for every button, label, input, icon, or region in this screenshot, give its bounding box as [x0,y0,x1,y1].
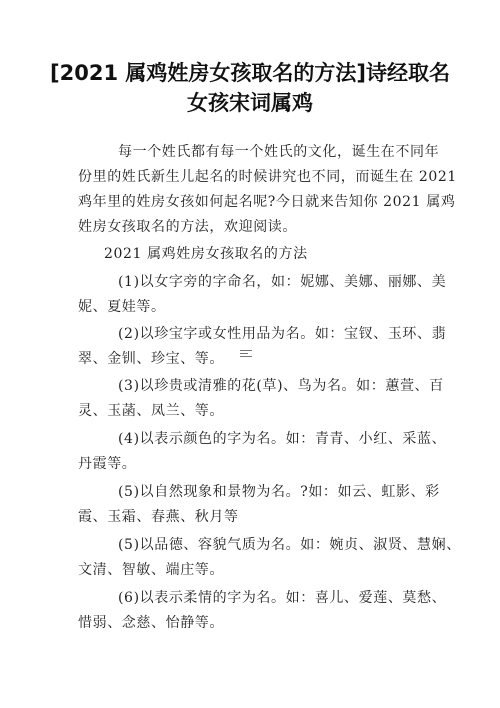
item-2-line-2: 翠、金钏、珍宝、等。 [78,351,224,367]
item-4-line-2: 丹霞等。 [78,456,137,472]
item-1-line-2: 妮、夏娃等。 [78,299,166,315]
item-7-line-2: 惜弱、念慈、怡静等。 [78,615,224,631]
item-7-line-1: (6)以表示柔情的字为名。如：喜儿、爱莲、莫愁、 [118,590,447,606]
section-heading: 2021 属鸡姓房女孩取名的方法 [104,246,308,262]
title-line-1: [2021 属鸡姓房女孩取名的方法]诗经取名 [50,61,450,85]
intro-line-3: 鸡年里的姓房女孩如何起名呢?今日就来告知你 2021 属鸡 [78,194,456,210]
item-5-line-2: 霞、玉霜、春燕、秋月等 [78,509,239,525]
item-1-line-1: (1)以女字旁的字命名，如：妮娜、美娜、丽娜、美 [118,274,447,290]
intro-line-1: 每一个姓氏都有每一个姓氏的文化，诞生在不同年 [118,144,440,160]
item-3-line-1: (3)以珍贵或清雅的花(草)、鸟为名。如：蕙萱、百 [118,378,444,394]
intro-line-2: 份里的姓氏新生儿起名的时候讲究也不同，而诞生在 2021 [78,169,457,185]
item-6-line-1: (5)以品德、容貌气质为名。如：婉贞、淑贤、慧娴、 [118,537,461,553]
item-4-line-1: (4)以表示颜色的字为名。如：青青、小红、采蓝、 [118,431,447,447]
page-title [40,58,460,118]
item-6-line-2: 文清、智敏、端庄等。 [78,562,224,578]
list-lines-icon [240,350,254,360]
item-5-line-1: (5)以自然现象和景物为名。?如：如云、虹影、彩 [118,484,440,500]
item-3-line-2: 灵、玉菡、凤兰、等。 [78,403,224,419]
intro-line-4: 姓房女孩取名的方法，欢迎阅读。 [78,219,297,235]
item-2-line-1: (2)以珍宝字或女性用品为名。如：宝钗、玉环、翡 [118,326,447,342]
title-line-2: 女孩宋词属鸡 [187,91,313,115]
